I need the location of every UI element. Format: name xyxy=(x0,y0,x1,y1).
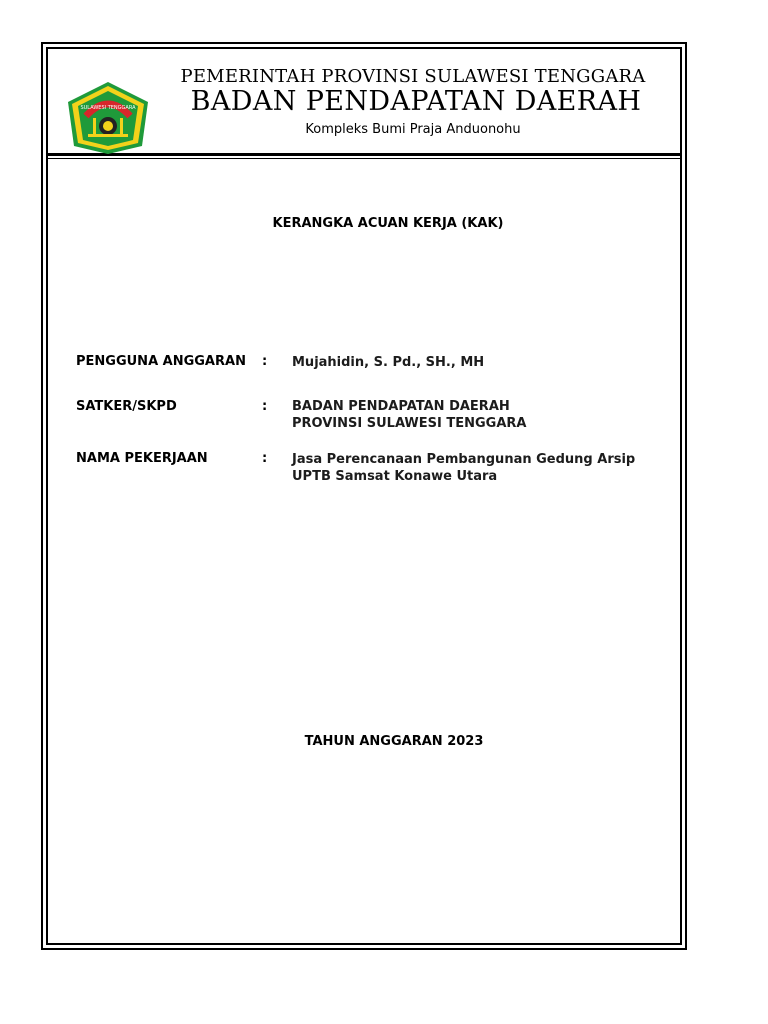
agency-address: Kompleks Bumi Praja Anduonohu xyxy=(305,122,521,137)
page-border-inner xyxy=(46,47,682,945)
field-value-line: UPTB Samsat Konawe Utara xyxy=(292,469,498,484)
field-value-line: BADAN PENDAPATAN DAERAH xyxy=(292,399,510,414)
government-name: PEMERINTAH PROVINSI SULAWESI TENGGARA xyxy=(180,66,646,87)
document-title: KERANGKA ACUAN KERJA (KAK) xyxy=(272,216,504,231)
field-value-line: PROVINSI SULAWESI TENGGARA xyxy=(292,416,527,431)
agency-name: BADAN PENDAPATAN DAERAH xyxy=(190,86,642,117)
field-colon: : xyxy=(262,354,268,369)
field-label-budget-user: PENGGUNA ANGGARAN xyxy=(76,354,246,369)
logo-lettering: SULAWESI TENGGARA xyxy=(80,105,136,111)
field-colon: : xyxy=(262,451,268,466)
field-label-job-name: NAMA PEKERJAAN xyxy=(76,451,208,466)
field-value-line: Mujahidin, S. Pd., SH., MH xyxy=(292,355,485,370)
header-rule-thin xyxy=(48,158,680,159)
field-value-job-name xyxy=(292,451,635,485)
field-colon: : xyxy=(262,399,268,414)
provincial-emblem-icon xyxy=(66,80,150,156)
field-label-work-unit: SATKER/SKPD xyxy=(76,399,177,414)
field-value-budget-user xyxy=(292,354,484,371)
field-value-work-unit xyxy=(292,398,526,432)
budget-year: TAHUN ANGGARAN 2023 xyxy=(304,734,484,749)
field-value-line: Jasa Perencanaan Pembangunan Gedung Arsip xyxy=(292,452,636,467)
